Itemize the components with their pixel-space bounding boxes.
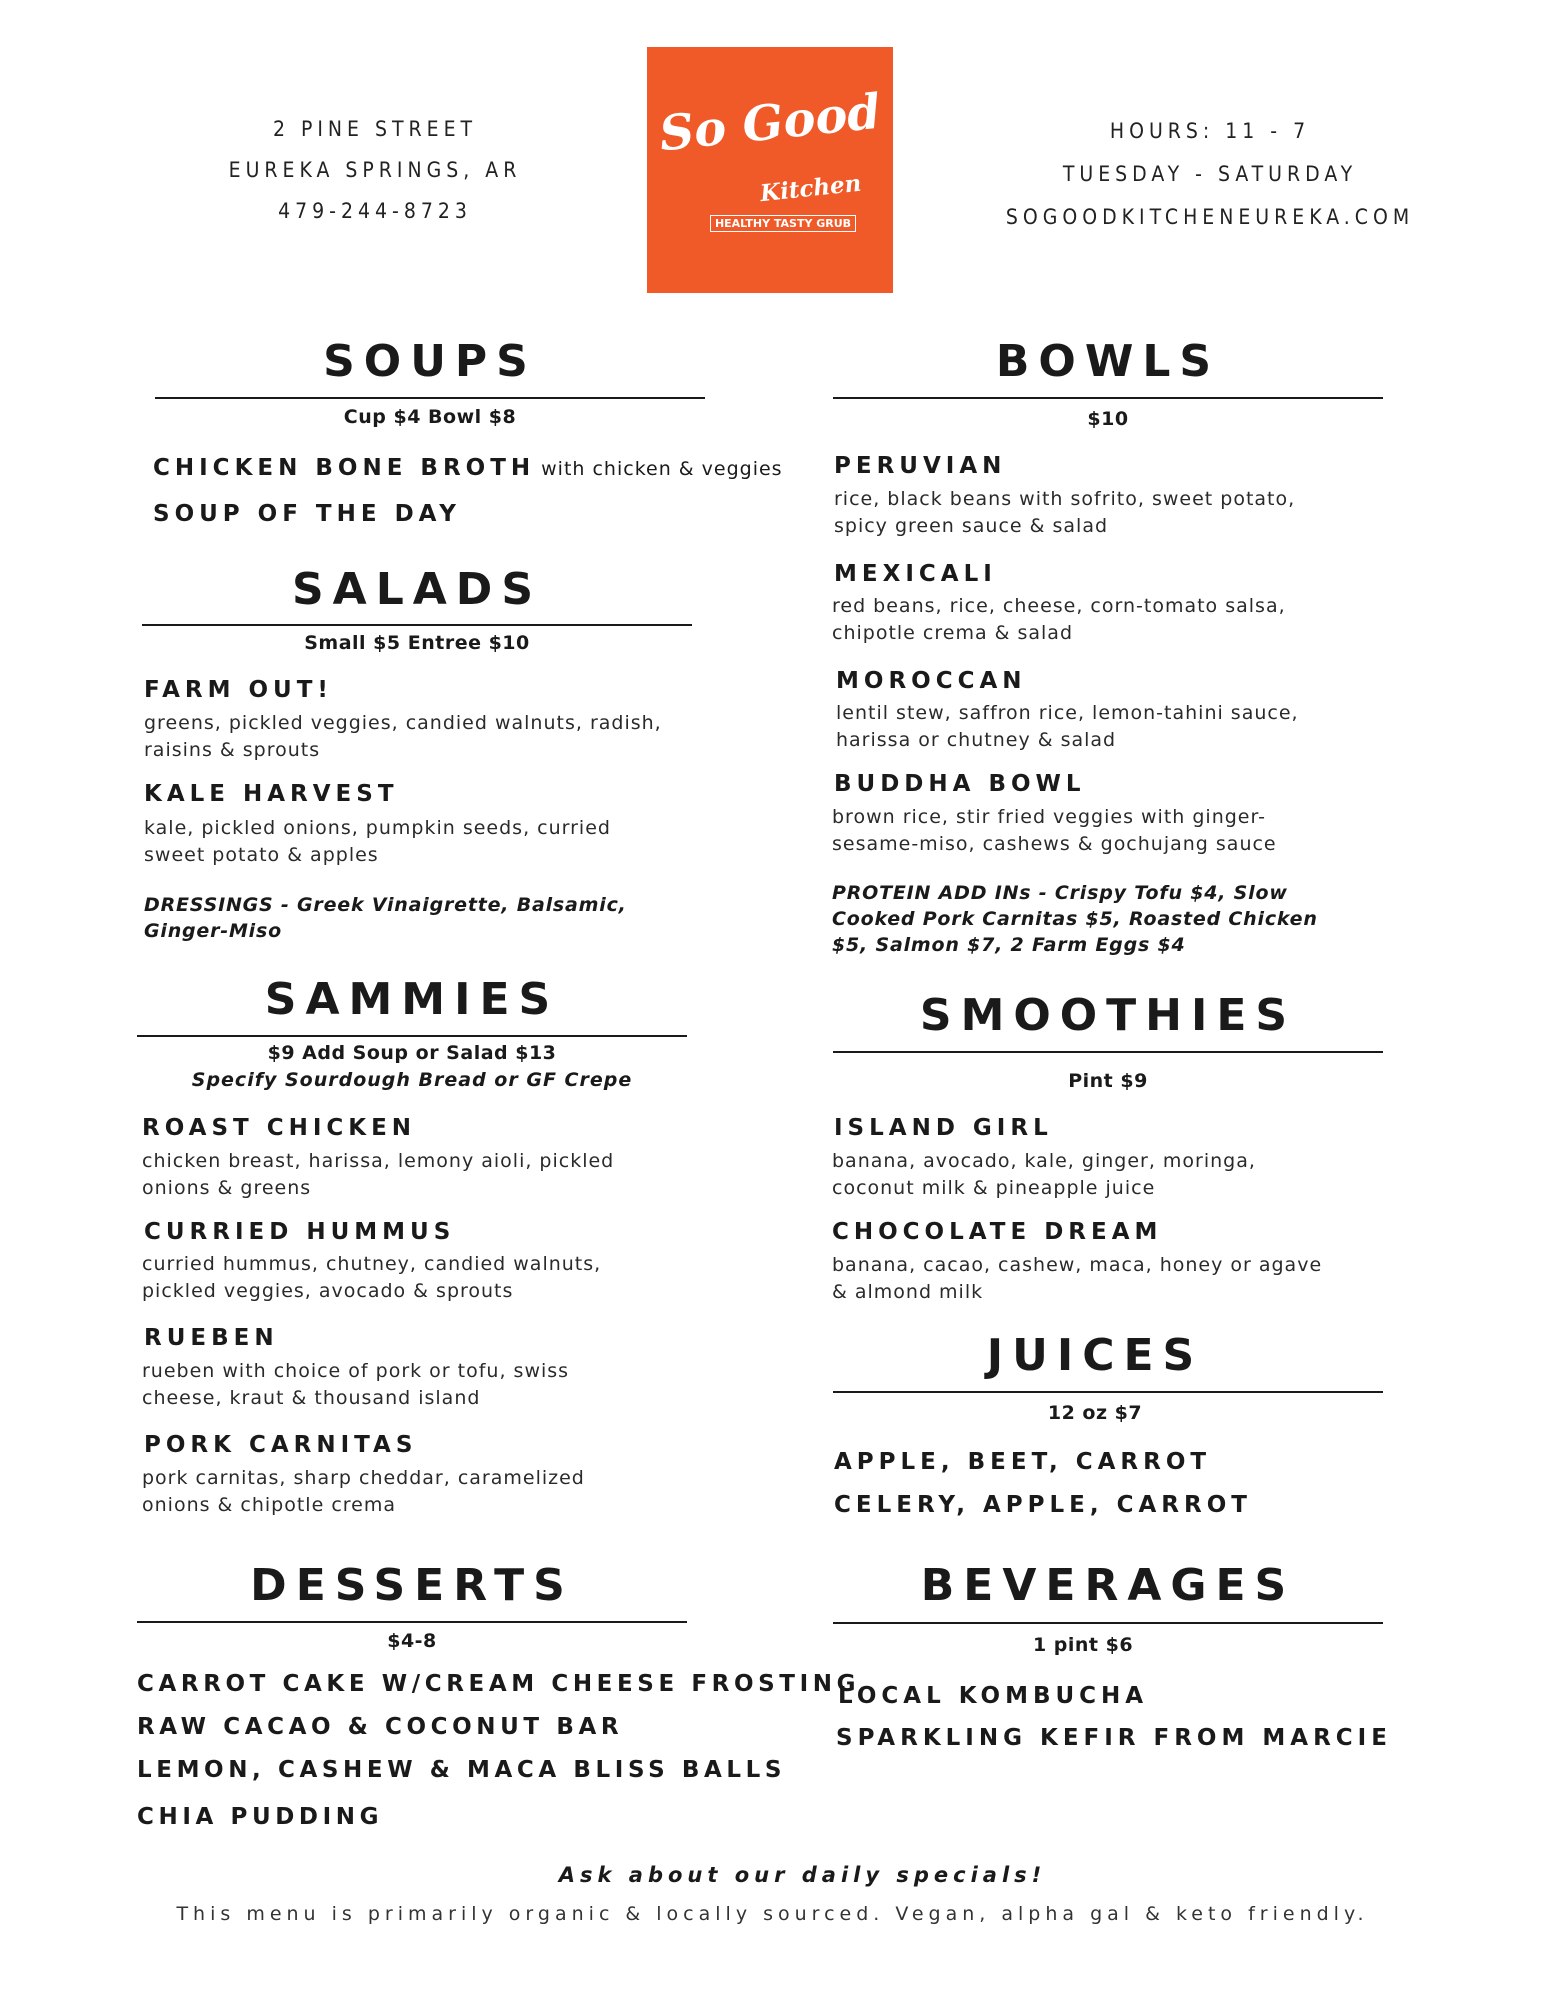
logo-main-text: So Good — [656, 83, 884, 163]
sammies-price: $9 Add Soup or Salad $13 — [267, 1042, 557, 1064]
daily-specials-note: Ask about our daily specials! — [558, 1863, 1047, 1887]
bowls-rule — [833, 397, 1383, 399]
logo-tagline: HEALTHY TASTY GRUB — [710, 215, 856, 232]
salad-item-name: FARM OUT! — [144, 677, 333, 703]
dessert-item: CARROT CAKE W/CREAM CHEESE FROSTING — [137, 1671, 861, 1697]
beverages-price: 1 pint $6 — [1032, 1634, 1134, 1656]
hours-line1: HOURS: 11 - 7 — [1109, 119, 1311, 143]
bowl-item-name: BUDDHA BOWL — [834, 771, 1086, 797]
beverage-item: SPARKLING KEFIR FROM MARCIE — [836, 1725, 1392, 1751]
soup-item-desc: with chicken & veggies — [541, 458, 783, 480]
dressings-note: DRESSINGS - Greek Vinaigrette, Balsamic, Ginger-Miso — [144, 894, 627, 942]
bowl-item-name: PERUVIAN — [834, 453, 1007, 479]
smoothies-rule — [833, 1051, 1383, 1053]
phone-number: 479-244-8723 — [278, 199, 472, 223]
sammie-item-name: CURRIED HUMMUS — [144, 1219, 456, 1245]
beverages-rule — [833, 1622, 1383, 1624]
address-line1: 2 PINE STREET — [272, 117, 478, 141]
soups-rule — [155, 397, 705, 399]
bowl-item-desc: lentil stew, saffron rice, lemon-tahini sauce, harissa or chutney & salad — [836, 702, 1299, 751]
website: SOGOODKITCHENEUREKA.COM — [1005, 205, 1415, 229]
logo — [647, 47, 893, 293]
dessert-item: LEMON, CASHEW & MACA BLISS BALLS — [137, 1757, 787, 1783]
desserts-price: $4-8 — [387, 1630, 437, 1652]
desserts-rule — [137, 1621, 687, 1623]
juice-item: CELERY, APPLE, CARROT — [834, 1492, 1252, 1518]
juices-title: JUICES — [986, 1330, 1204, 1381]
desserts-title: DESSERTS — [250, 1560, 574, 1611]
bowl-item-name: MEXICALI — [834, 561, 997, 587]
soup-item: SOUP OF THE DAY — [153, 501, 461, 527]
smoothie-item-desc: banana, cacao, cashew, maca, honey or agave & almond milk — [832, 1254, 1323, 1303]
dessert-item: CHIA PUDDING — [137, 1804, 384, 1830]
sammie-item-desc: rueben with choice of pork or tofu, swiss cheese, kraut & thousand island — [142, 1360, 570, 1409]
dessert-item: RAW CACAO & COCONUT BAR — [137, 1714, 624, 1740]
sammies-title: SAMMIES — [264, 974, 560, 1025]
sammie-item-name: RUEBEN — [144, 1325, 279, 1351]
bowls-price: $10 — [1087, 408, 1129, 430]
sourcing-note: This menu is primarily organic & locally sourced. Vegan, alpha gal & keto friendly. — [176, 1903, 1369, 1925]
bowl-item-desc: brown rice, stir fried veggies with ginger- sesame-miso, cashews & gochujang sauce — [832, 806, 1277, 855]
soups-title: SOUPS — [323, 336, 537, 387]
salad-item-desc: greens, pickled veggies, candied walnuts, radish, raisins & sprouts — [144, 712, 662, 761]
address-line2: EUREKA SPRINGS, AR — [228, 158, 522, 182]
soups-price: Cup $4 Bowl $8 — [343, 406, 517, 428]
sammie-item-desc: chicken breast, harissa, lemony aioli, pickled onions & greens — [142, 1150, 615, 1199]
soup-item-name: CHICKEN BONE BROTH — [153, 455, 536, 481]
address-block — [210, 109, 540, 232]
sammie-item-desc: curried hummus, chutney, candied walnuts, pickled veggies, avocado & sprouts — [142, 1253, 602, 1302]
bowls-title: BOWLS — [995, 336, 1221, 387]
juice-item: APPLE, BEET, CARROT — [834, 1449, 1212, 1475]
bowl-item-name: MOROCCAN — [836, 668, 1027, 694]
smoothie-item-name: ISLAND GIRL — [834, 1115, 1053, 1141]
sammie-item-desc: pork carnitas, sharp cheddar, caramelized onions & chipotle crema — [142, 1467, 585, 1516]
smoothie-item-desc: banana, avocado, kale, ginger, moringa, coconut milk & pineapple juice — [832, 1150, 1256, 1199]
sammie-item-name: ROAST CHICKEN — [142, 1115, 417, 1141]
bowl-item-desc: red beans, rice, cheese, corn-tomato salsa, chipotle crema & salad — [832, 595, 1286, 644]
soup-item — [153, 455, 783, 481]
beverages-title: BEVERAGES — [920, 1560, 1296, 1611]
hours-block — [1000, 110, 1420, 239]
juices-rule — [833, 1391, 1383, 1393]
beverage-item: LOCAL KOMBUCHA — [838, 1683, 1149, 1709]
salad-item-name: KALE HARVEST — [144, 781, 399, 807]
juices-price: 12 oz $7 — [1047, 1402, 1143, 1424]
sammie-item-name: PORK CARNITAS — [144, 1432, 418, 1458]
salads-title: SALADS — [291, 564, 543, 615]
sammies-price-note: Specify Sourdough Bread or GF Crepe — [191, 1069, 633, 1091]
logo-sub-text: Kitchen — [758, 169, 863, 208]
smoothies-title: SMOOTHIES — [919, 990, 1297, 1041]
smoothies-price: Pint $9 — [1068, 1070, 1148, 1092]
protein-add-ins-note: PROTEIN ADD INs - Crispy Tofu $4, Slow Cooked Pork Carnitas $5, Roasted Chicken $5, Salmon $7, 2 Farm Eggs $4 — [832, 882, 1318, 956]
hours-line2: TUESDAY - SATURDAY — [1062, 162, 1358, 186]
bowl-item-desc: rice, black beans with sofrito, sweet potato, spicy green sauce & salad — [834, 488, 1296, 537]
salad-item-desc: kale, pickled onions, pumpkin seeds, curried sweet potato & apples — [144, 817, 611, 866]
salads-rule — [142, 624, 692, 626]
salads-price: Small $5 Entree $10 — [304, 632, 530, 654]
sammies-rule — [137, 1035, 687, 1037]
smoothie-item-name: CHOCOLATE DREAM — [832, 1219, 1163, 1245]
